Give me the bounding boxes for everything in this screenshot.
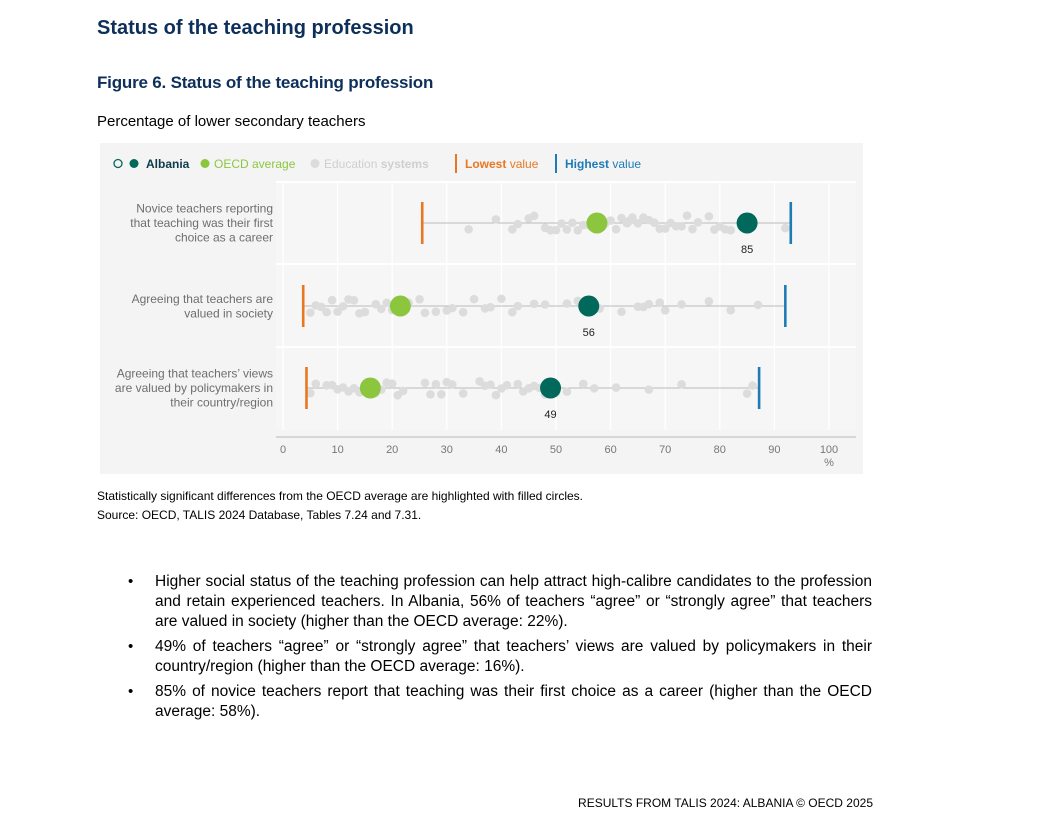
education-system-dot bbox=[426, 390, 435, 399]
education-system-dot bbox=[552, 226, 561, 235]
education-system-dot bbox=[350, 296, 359, 305]
education-system-dot bbox=[612, 225, 621, 234]
figure-title: Figure 6. Status of the teaching profession bbox=[97, 73, 434, 92]
legend-systems-label bbox=[324, 157, 429, 171]
education-system-dot bbox=[645, 300, 654, 309]
row-label-line: Agreeing that teachers’ views bbox=[116, 366, 273, 381]
education-system-dot bbox=[530, 299, 539, 308]
education-system-dot bbox=[617, 307, 626, 316]
education-system-dot bbox=[541, 300, 550, 309]
oecd-average-dot bbox=[390, 296, 411, 317]
education-system-dot bbox=[382, 299, 391, 308]
education-system-dot bbox=[726, 226, 735, 235]
education-system-dot bbox=[781, 224, 790, 233]
education-system-dot bbox=[497, 294, 506, 303]
legend-lowest-label-b: value bbox=[509, 157, 539, 171]
education-system-dot bbox=[645, 385, 654, 394]
row-label-line: choice as a career bbox=[174, 230, 273, 245]
education-system-dot bbox=[421, 308, 430, 317]
education-system-dot bbox=[448, 304, 457, 313]
education-system-dot bbox=[503, 381, 512, 390]
bullet-text: Higher social status of the teaching profession can help attract high-calibre candidates to the profession and retain experienced teachers. In Albania, 56% of teachers “agree” or “strongly agree” that teachers are valued in society (higher than the OECD average: 22%). bbox=[155, 573, 872, 630]
legend-lowest-label-a: Lowest bbox=[465, 157, 507, 171]
figure-note: Statistically significant differences from the OECD average are highlighted with filled circles. bbox=[97, 489, 583, 503]
education-system-dot bbox=[432, 307, 441, 316]
legend-highest-label bbox=[565, 157, 641, 171]
albania-dot bbox=[578, 296, 599, 317]
legend-systems-label-b: systems bbox=[380, 157, 429, 171]
legend-systems-marker bbox=[311, 159, 320, 168]
legend-highest-label-b: value bbox=[612, 157, 642, 171]
education-system-dot bbox=[486, 303, 495, 312]
education-system-dot bbox=[705, 212, 714, 221]
education-system-dot bbox=[492, 391, 501, 400]
x-tick-label: 50 bbox=[549, 444, 563, 456]
education-system-dot bbox=[568, 219, 577, 228]
education-system-dot bbox=[470, 295, 479, 304]
x-tick-label: 20 bbox=[386, 444, 399, 456]
x-axis-unit: % bbox=[824, 457, 834, 469]
education-system-dot bbox=[705, 297, 714, 306]
education-system-dot bbox=[459, 308, 468, 317]
education-system-dot bbox=[388, 379, 397, 388]
oecd-average-dot bbox=[360, 378, 381, 399]
bullet-item bbox=[128, 682, 872, 722]
x-tick-label: 100 bbox=[819, 444, 839, 456]
row-label-line: valued in society bbox=[184, 306, 273, 321]
albania-value-label: 56 bbox=[582, 327, 595, 339]
education-system-dot bbox=[530, 212, 539, 221]
education-system-dot bbox=[322, 308, 331, 317]
education-system-dot bbox=[655, 298, 664, 307]
albania-value-label: 85 bbox=[740, 244, 754, 256]
legend-albania-hollow-marker bbox=[114, 160, 122, 168]
x-tick-label: 40 bbox=[495, 444, 508, 456]
row-label-line: that teaching was their first bbox=[130, 216, 273, 230]
x-tick-label: 60 bbox=[604, 444, 617, 456]
bullet-marker: • bbox=[128, 573, 134, 590]
education-system-dot bbox=[399, 387, 408, 396]
row-label-line: are valued by policymakers in bbox=[114, 381, 273, 395]
education-system-dot bbox=[748, 381, 757, 390]
row-label-line: Agreeing that teachers are bbox=[131, 291, 273, 306]
education-system-dot bbox=[694, 218, 703, 227]
education-system-dot bbox=[339, 302, 348, 311]
education-system-dot bbox=[415, 295, 424, 304]
legend-albania-label: Albania bbox=[146, 157, 190, 171]
education-system-dot bbox=[311, 380, 320, 389]
education-system-dot bbox=[590, 384, 599, 393]
albania-value-label: 49 bbox=[544, 409, 557, 421]
education-system-dot bbox=[726, 306, 735, 315]
legend-oecd-marker bbox=[201, 159, 210, 168]
education-system-dot bbox=[661, 306, 670, 315]
education-system-dot bbox=[464, 225, 473, 234]
education-system-dot bbox=[437, 390, 446, 399]
education-system-dot bbox=[612, 383, 621, 392]
figure-source: Source: OECD, TALIS 2024 Database, Tables 7.24 and 7.31. bbox=[97, 508, 422, 522]
bullet-text: 85% of novice teachers report that teaching was their first choice as a career (higher than the OECD average: 58%). bbox=[155, 683, 872, 720]
albania-dot bbox=[540, 378, 561, 399]
education-system-dot bbox=[677, 300, 686, 309]
albania-dot bbox=[737, 213, 758, 234]
x-tick-label: 80 bbox=[713, 444, 726, 456]
education-system-dot bbox=[563, 225, 572, 234]
legend-highest-label-a: Highest bbox=[565, 157, 610, 171]
education-system-dot bbox=[563, 387, 572, 396]
section-title: Status of the teaching profession bbox=[97, 17, 414, 39]
education-system-dot bbox=[579, 380, 588, 389]
education-system-dot bbox=[513, 220, 522, 229]
row-label-line: their country/region bbox=[170, 395, 273, 410]
bullet-marker: • bbox=[128, 638, 134, 655]
legend-systems-label-a: Education bbox=[324, 157, 378, 171]
education-system-dot bbox=[328, 296, 337, 305]
education-system-dot bbox=[688, 225, 697, 234]
x-tick-label: 10 bbox=[331, 444, 344, 456]
bullet-item bbox=[128, 572, 872, 632]
education-system-dot bbox=[754, 301, 763, 310]
x-axis bbox=[276, 437, 856, 469]
x-tick-label: 90 bbox=[768, 444, 781, 456]
chart-legend bbox=[114, 154, 641, 173]
education-system-dot bbox=[683, 211, 692, 220]
education-system-dot bbox=[743, 389, 752, 398]
bullet-item bbox=[128, 637, 872, 677]
education-system-dot bbox=[421, 379, 430, 388]
education-system-dot bbox=[606, 216, 615, 225]
legend-lowest-label bbox=[465, 157, 539, 171]
bullet-text: 49% of teachers “agree” or “strongly agree” that teachers’ views are valued by policymakers in their country/region (higher than the OECD average: 16%). bbox=[155, 638, 872, 675]
dot-plot-chart bbox=[100, 143, 863, 474]
education-system-dot bbox=[448, 380, 457, 389]
bullet-marker: • bbox=[128, 683, 134, 700]
education-system-dot bbox=[459, 389, 468, 398]
legend-oecd-label: OECD average bbox=[214, 157, 296, 171]
education-system-dot bbox=[361, 308, 370, 317]
x-tick-label: 0 bbox=[279, 444, 287, 456]
education-system-dot bbox=[492, 215, 501, 224]
education-system-dot bbox=[513, 302, 522, 311]
education-system-dot bbox=[677, 380, 686, 389]
education-system-dot bbox=[563, 299, 572, 308]
education-system-dot bbox=[432, 380, 441, 389]
education-system-dot bbox=[486, 380, 495, 389]
x-tick-label: 70 bbox=[659, 444, 672, 456]
row-label-line: Novice teachers reporting bbox=[136, 201, 273, 216]
page-footer: RESULTS FROM TALIS 2024: ALBANIA © OECD 2025 bbox=[578, 796, 873, 810]
education-system-dot bbox=[677, 222, 686, 231]
education-system-dot bbox=[306, 308, 315, 317]
x-tick-label: 30 bbox=[440, 444, 453, 456]
chart-svg bbox=[100, 143, 863, 474]
figure-subtitle: Percentage of lower secondary teachers bbox=[97, 113, 366, 130]
education-system-dot bbox=[513, 380, 522, 389]
key-findings-list bbox=[128, 572, 872, 727]
oecd-average-dot bbox=[586, 213, 607, 234]
legend-albania-filled-marker bbox=[130, 159, 139, 168]
